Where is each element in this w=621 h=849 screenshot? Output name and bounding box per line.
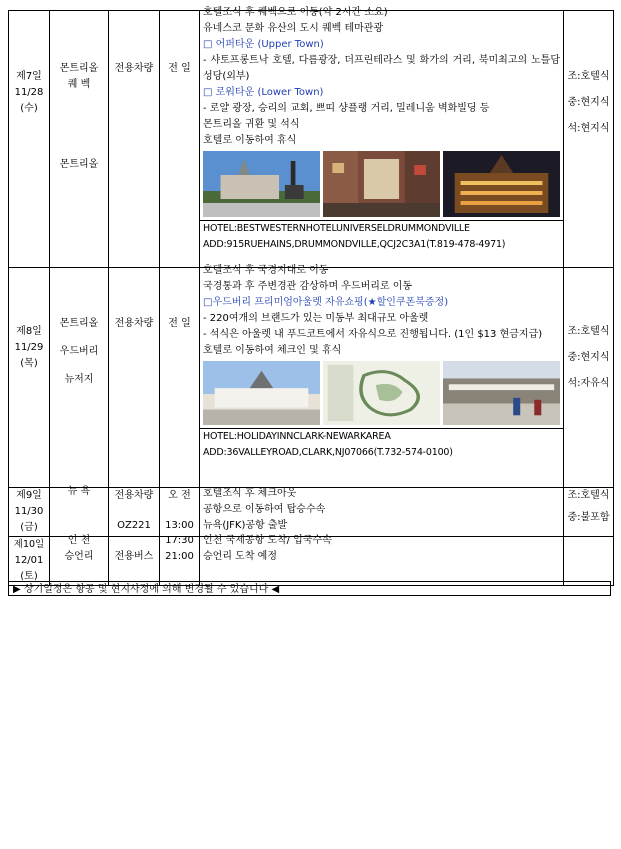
day-date: 12/01 — [14, 555, 44, 566]
detail-line: □ 어퍼타운 (Upper Town) — [203, 39, 324, 50]
detail-line: 호텔조식 후 국경지대로 이동 — [203, 265, 329, 276]
place-name: 몬트리올 — [59, 63, 99, 74]
meal-dinner: 석:자유식 — [567, 378, 610, 389]
day-weekday: (금) — [20, 522, 38, 533]
detail-line: 공항으로 이동하여 탑승수속 — [203, 504, 326, 515]
place-cell — [50, 268, 109, 488]
day-date: 11/28 — [14, 87, 44, 98]
day-cell — [9, 268, 50, 488]
outlet-village-photo — [203, 361, 320, 425]
detail-line: 호텔로 이동하여 체크인 및 휴식 — [203, 345, 342, 356]
detail-cell — [200, 265, 564, 488]
meal-breakfast: 조:호텔식 — [567, 490, 610, 501]
photo-strip — [203, 151, 560, 217]
place-name: 뉴 욕 — [67, 486, 91, 497]
time-label: 전 일 — [168, 63, 191, 74]
hotel-address: ADD:915RUEHAINS,DRUMMONDVILLE,QCJ2C3A1(T.819-478-4971) — [203, 239, 506, 250]
detail-cell — [200, 488, 564, 537]
transport-label: 전용차량 — [114, 490, 154, 501]
detail-line: - 샤토프롱트낙 호텔, 다름광장, 더프린테라스 및 화가의 거리, 북미최고의 노틀담 성당(외부) — [203, 55, 560, 82]
day-weekday: (수) — [20, 103, 38, 114]
hotel-address: ADD:36VALLEYROAD,CLARK,NJ07066(T.732-574-0100) — [203, 447, 453, 458]
transport-cell — [109, 268, 160, 488]
place-name: 우드버리 — [59, 346, 99, 357]
detail-line: 국경통과 후 주변경관 감상하며 우드버리로 이동 — [203, 281, 413, 292]
hotel-name: HOTEL:BESTWESTERNHOTELUNIVERSELDRUMMONDVILLE — [203, 223, 470, 234]
detail-line: □ 로워타운 (Lower Town) — [203, 87, 324, 98]
time-cell — [160, 488, 200, 537]
transport-label: 전용차량 — [114, 63, 154, 74]
outlet-street-photo — [443, 361, 560, 425]
quebec-street-photo — [323, 151, 440, 217]
itinerary-table — [8, 7, 614, 586]
detail-line: 인천 국제공항 도착/ 입국수속 — [203, 535, 332, 546]
detail-line: 호텔로 이동하여 휴식 — [203, 135, 297, 146]
place-name: 퀘 벡 — [67, 79, 91, 90]
meal-breakfast: 조:호텔식 — [567, 326, 610, 337]
meal-dinner: 석:현지식 — [567, 123, 610, 134]
time-cell — [160, 537, 200, 586]
outlet-map-photo — [323, 361, 440, 425]
itinerary-row-day10 — [9, 537, 614, 586]
detail-line: 호텔조식 후 체크아웃 — [203, 488, 297, 499]
place-name: 인 천 — [67, 535, 91, 546]
transport-label: 전용차량 — [114, 318, 154, 329]
day-number: 제10일 — [13, 539, 45, 550]
place-cell — [50, 537, 109, 586]
detail-cell — [200, 7, 564, 268]
place-name: 뉴저지 — [64, 374, 94, 385]
time-cell — [160, 268, 200, 488]
place-cell — [50, 11, 109, 268]
meal-cell — [564, 537, 614, 586]
day-number: 제7일 — [16, 71, 42, 82]
day-number: 제9일 — [16, 490, 42, 501]
meal-cell — [564, 268, 614, 488]
time-label: 21:00 — [165, 551, 194, 562]
detail-line: - 로얄 광장, 승리의 교회, 쁘띠 샹플랭 거리, 밀레니움 벽화빌딩 등 — [203, 103, 490, 114]
itinerary-row-day9 — [9, 488, 614, 537]
detail-line: 승언리 도착 예정 — [203, 551, 277, 562]
day-weekday: (토) — [20, 571, 38, 582]
detail-line: - 220여개의 브랜드가 있는 미동부 최대규모 아울렛 — [203, 313, 429, 324]
day-cell — [9, 488, 50, 537]
transport-cell — [109, 537, 160, 586]
day-number: 제8일 — [16, 326, 42, 337]
time-label: 13:00 — [165, 520, 194, 531]
chateau-frontenac-night-photo — [443, 151, 560, 217]
detail-line: 뉴욕(JFK)공항 출발 — [203, 520, 288, 531]
time-cell — [160, 11, 200, 268]
detail-line: 호텔조식 후 퀘벡으로 이동(약 2시간 소요) — [203, 7, 388, 18]
meal-lunch: 중:현지식 — [567, 352, 610, 363]
transport-cell — [109, 488, 160, 537]
flight-number: OZ221 — [117, 520, 151, 531]
day-date: 11/29 — [14, 342, 44, 353]
day-cell — [9, 537, 50, 586]
detail-line: - 석식은 아울렛 내 푸드코트에서 자유식으로 진행됩니다. (1인 $13 현금지급) — [203, 329, 543, 340]
day-cell — [9, 11, 50, 268]
day-date: 11/30 — [14, 506, 44, 517]
meal-lunch: 중:불포함 — [567, 512, 610, 523]
itinerary-row-day7 — [9, 11, 614, 268]
meal-lunch: 중:현지식 — [567, 97, 610, 108]
transport-label: 전용버스 — [114, 551, 154, 562]
place-name: 몬트리올 — [59, 318, 99, 329]
detail-cell — [200, 537, 564, 586]
time-label: 17:30 — [165, 535, 194, 546]
time-label: 전 일 — [168, 318, 191, 329]
transport-cell — [109, 11, 160, 268]
meal-cell — [564, 488, 614, 537]
schedule-change-note: ▶ 상기일정은 항공 및 현지사정에 의해 변경될 수 있습니다 ◀ — [8, 581, 611, 596]
photo-strip — [203, 361, 560, 425]
itinerary-row-day8 — [9, 268, 614, 488]
detail-line: 몬트리올 귀환 및 석식 — [203, 119, 300, 130]
quebec-parliament-photo — [203, 151, 320, 217]
hotel-name: HOTEL:HOLIDAYINNCLARK-NEWARKAREA — [203, 431, 391, 442]
meal-breakfast: 조:호텔식 — [567, 71, 610, 82]
place-name: 몬트리올 — [59, 159, 99, 170]
day-weekday: (목) — [20, 358, 38, 369]
detail-line: 유네스코 문화 유산의 도시 퀘벡 테마관광 — [203, 23, 384, 34]
detail-line: □우드버리 프리미엄아울렛 자유쇼핑(★할인쿠폰북증정) — [203, 297, 449, 308]
time-label: 오 전 — [168, 490, 191, 501]
place-name: 승언리 — [64, 551, 94, 562]
place-cell — [50, 488, 109, 537]
meal-cell — [564, 11, 614, 268]
